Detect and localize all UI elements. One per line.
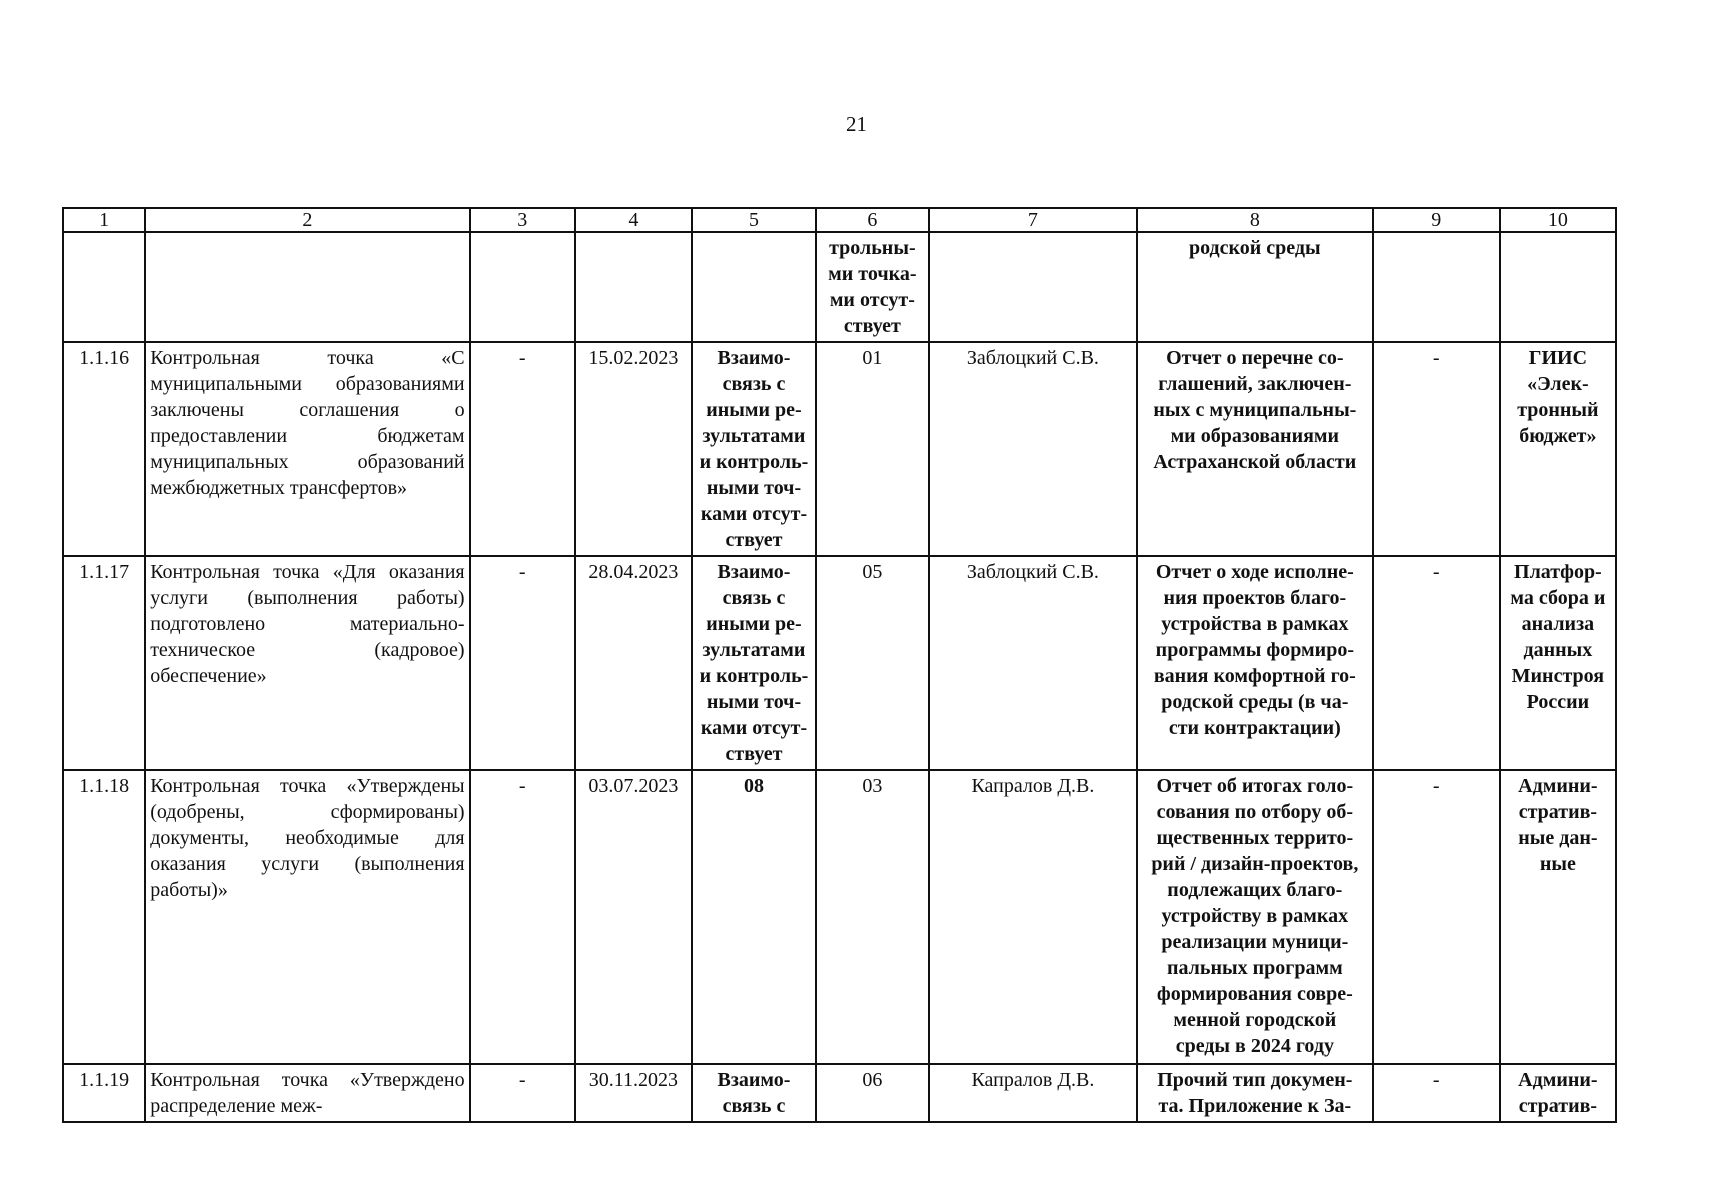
table-row [63, 770, 1616, 1064]
table-cell: Взаимо- связь с иными ре- зультатами и контроль- ными точ- ками отсут- ствует [692, 342, 816, 556]
document-type: Прочий тип докумен- та. Приложение к За- [1137, 1064, 1373, 1122]
column-header: 7 [929, 208, 1137, 232]
control-point-name: Контрольная точка «С муниципальными образованиями заключены соглашения о предоставлении бюджетам муниципальных образований межбюджетных трансфертов» [145, 342, 469, 556]
due-date: 15.02.2023 [575, 342, 692, 556]
table-cell: - [1373, 342, 1500, 556]
table-cell [63, 232, 145, 342]
table-cell: трольны- ми точка- ми отсут- ствует [816, 232, 929, 342]
due-date: 30.11.2023 [575, 1064, 692, 1122]
table-cell: 03 [816, 770, 929, 1064]
column-header: 2 [145, 208, 469, 232]
column-number-row [63, 208, 1616, 232]
responsible-person: Капралов Д.В. [929, 770, 1137, 1064]
table-cell: - [470, 770, 575, 1064]
responsible-person: Заблоцкий С.В. [929, 342, 1137, 556]
column-header: 4 [575, 208, 692, 232]
column-header: 6 [816, 208, 929, 232]
table-cell: Взаимо- связь с [692, 1064, 816, 1122]
table-cell [929, 232, 1137, 342]
table-cell: - [1373, 1064, 1500, 1122]
table-cell [145, 232, 469, 342]
table-row [63, 342, 1616, 556]
table-cell: - [470, 342, 575, 556]
table-cell: 06 [816, 1064, 929, 1122]
information-system: Админи- стратив- [1500, 1064, 1616, 1122]
column-header: 5 [692, 208, 816, 232]
due-date: 03.07.2023 [575, 770, 692, 1064]
document-type: Отчет о ходе исполне- ния проектов благо- устройства в рамках программы формиро- вания комфортной го- родской среды (в ча- сти контрактации) [1137, 556, 1373, 770]
column-header: 1 [63, 208, 145, 232]
table-cell: - [1373, 556, 1500, 770]
column-header: 3 [470, 208, 575, 232]
row-number: 1.1.16 [63, 342, 145, 556]
document-type: Отчет об итогах голо- сования по отбору об- щественных террито- рий / дизайн-проектов, подлежащих благо- устройству в рамках реализации муници- пальных программ формирования совре- менной городской среды в 2024 году [1137, 770, 1373, 1064]
information-system: Платфор- ма сбора и анализа данных Минстроя России [1500, 556, 1616, 770]
column-header: 9 [1373, 208, 1500, 232]
responsible-person: Капралов Д.В. [929, 1064, 1137, 1122]
table-cell: 05 [816, 556, 929, 770]
table-cell: Взаимо- связь с иными ре- зультатами и контроль- ными точ- ками отсут- ствует [692, 556, 816, 770]
table-cell [1373, 232, 1500, 342]
table-cell: - [470, 1064, 575, 1122]
table-cell: - [1373, 770, 1500, 1064]
continuation-row [63, 232, 1616, 342]
control-point-name: Контрольная точка «Для оказания услуги (выполнения работы) подготовлено материально-техническое (кадровое) обеспечение» [145, 556, 469, 770]
page-number: 21 [846, 112, 867, 136]
control-points-table [62, 207, 1617, 1123]
table-row [63, 1064, 1616, 1122]
responsible-person: Заблоцкий С.В. [929, 556, 1137, 770]
due-date: 28.04.2023 [575, 556, 692, 770]
row-number: 1.1.19 [63, 1064, 145, 1122]
column-header: 8 [1137, 208, 1373, 232]
table-row [63, 556, 1616, 770]
table-cell: 01 [816, 342, 929, 556]
row-number: 1.1.17 [63, 556, 145, 770]
table-cell [470, 232, 575, 342]
information-system: ГИИС «Элек- тронный бюджет» [1500, 342, 1616, 556]
document-type: Отчет о перечне со- глашений, заключен- ных с муниципальны- ми образованиями Астраханской области [1137, 342, 1373, 556]
table-cell [575, 232, 692, 342]
table-cell: родской среды [1137, 232, 1373, 342]
table-cell: - [470, 556, 575, 770]
table-cell: 08 [692, 770, 816, 1064]
control-point-name: Контрольная точка «Утверждено распределение меж- [145, 1064, 469, 1122]
table-cell [1500, 232, 1616, 342]
table-cell [692, 232, 816, 342]
information-system: Админи- стратив- ные дан- ные [1500, 770, 1616, 1064]
row-number: 1.1.18 [63, 770, 145, 1064]
control-point-name: Контрольная точка «Утверждены (одобрены, сформированы) документы, необходимые для оказания услуги (выполнения работы)» [145, 770, 469, 1064]
column-header: 10 [1500, 208, 1616, 232]
